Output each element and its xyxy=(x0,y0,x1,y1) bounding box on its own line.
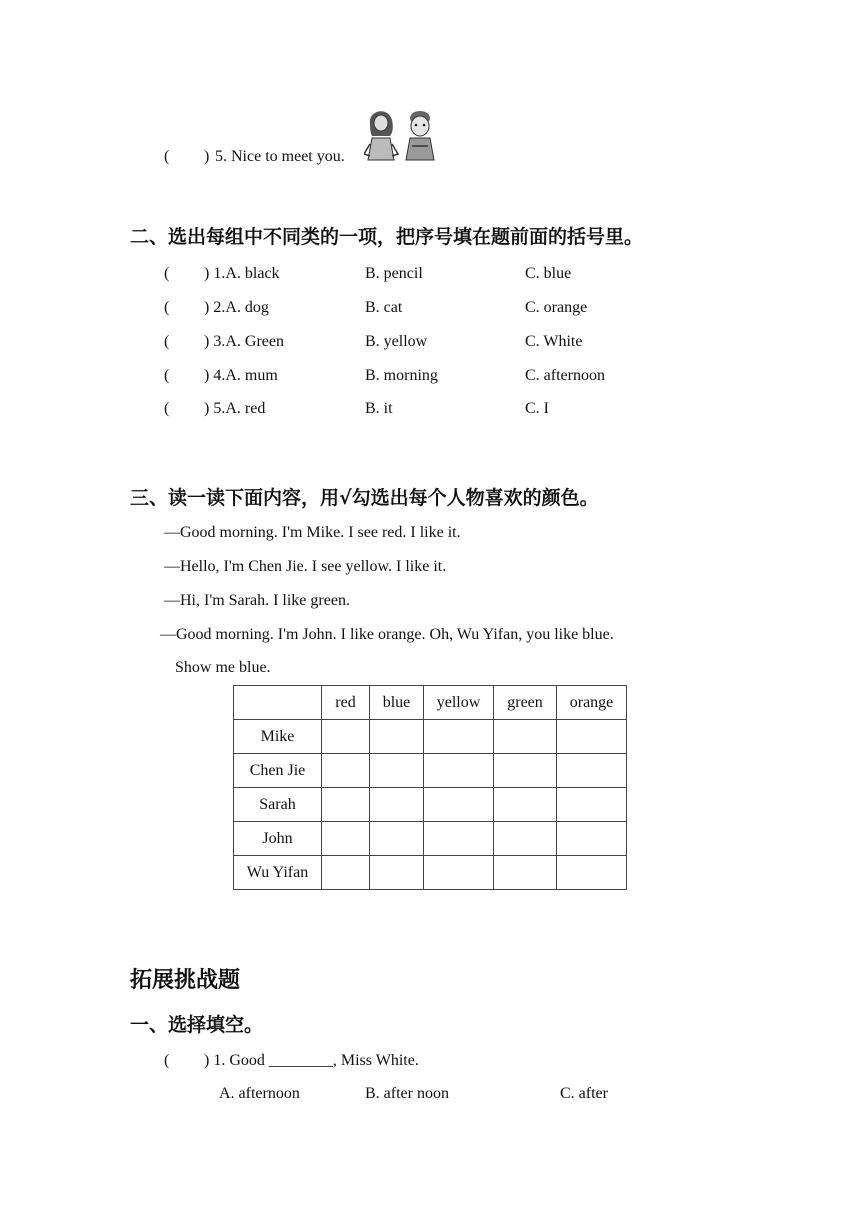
table-row xyxy=(234,822,627,856)
section-heading: 二、选出每组中不同类的一项，把序号填在题前面的括号里。 xyxy=(130,226,644,248)
option-a: A. afternoon xyxy=(219,1085,300,1102)
check-cell[interactable] xyxy=(322,856,370,890)
option-c: C. after xyxy=(560,1085,608,1102)
item-option-c: C. White xyxy=(525,333,583,350)
item-option-b: B. it xyxy=(365,400,393,417)
check-cell[interactable] xyxy=(322,720,370,754)
check-cell[interactable] xyxy=(557,720,627,754)
option-b: B. after noon xyxy=(365,1085,449,1102)
dialogue-line: —Good morning. I'm John. I like orange. Oh, Wu Yifan, you like blue. xyxy=(160,626,614,643)
check-cell[interactable] xyxy=(494,856,557,890)
dialogue-line: Show me blue. xyxy=(175,659,271,676)
check-cell[interactable] xyxy=(424,822,494,856)
row-name: Chen Jie xyxy=(234,754,322,788)
answer-paren: ( xyxy=(164,1052,170,1069)
answer-paren-close: ) xyxy=(204,148,210,165)
color-preference-table xyxy=(233,685,627,890)
check-cell[interactable] xyxy=(494,754,557,788)
dialogue-line: —Good morning. I'm Mike. I see red. I like it. xyxy=(164,524,461,541)
people-illustration xyxy=(364,104,442,162)
table-header-cell xyxy=(234,686,322,720)
check-cell[interactable] xyxy=(370,788,424,822)
check-cell[interactable] xyxy=(424,754,494,788)
item-option-b: B. cat xyxy=(365,299,403,316)
check-cell[interactable] xyxy=(494,720,557,754)
item-option-b: B. pencil xyxy=(365,265,423,282)
check-cell[interactable] xyxy=(370,754,424,788)
item-option-a: ) 2.A. dog xyxy=(204,299,269,316)
question-text: ) 1. Good ________, Miss White. xyxy=(204,1052,419,1069)
table-header-cell: yellow xyxy=(424,686,494,720)
check-cell[interactable] xyxy=(370,822,424,856)
item-option-a: ) 4.A. mum xyxy=(204,367,278,384)
check-cell[interactable] xyxy=(424,720,494,754)
question-text: 5. Nice to meet you. xyxy=(215,148,345,165)
answer-paren: ( xyxy=(164,367,170,384)
dialogue-line: —Hello, I'm Chen Jie. I see yellow. I like it. xyxy=(164,558,447,575)
table-header-cell: orange xyxy=(557,686,627,720)
answer-paren: ( xyxy=(164,333,170,350)
check-cell[interactable] xyxy=(557,856,627,890)
table-row xyxy=(234,754,627,788)
section-heading: 三、读一读下面内容，用√勾选出每个人物喜欢的颜色。 xyxy=(130,487,599,509)
item-option-a: ) 5.A. red xyxy=(204,400,266,417)
answer-paren: ( xyxy=(164,400,170,417)
item-option-c: C. I xyxy=(525,400,549,417)
table-row xyxy=(234,720,627,754)
answer-paren: ( xyxy=(164,299,170,316)
row-name: Sarah xyxy=(234,788,322,822)
extension-title: 拓展挑战题 xyxy=(130,968,241,993)
check-cell[interactable] xyxy=(322,788,370,822)
answer-paren: ( xyxy=(164,148,170,165)
row-name: Mike xyxy=(234,720,322,754)
answer-paren: ( xyxy=(164,265,170,282)
table-row xyxy=(234,788,627,822)
item-option-a: ) 3.A. Green xyxy=(204,333,284,350)
check-cell[interactable] xyxy=(494,788,557,822)
check-cell[interactable] xyxy=(494,822,557,856)
check-cell[interactable] xyxy=(424,788,494,822)
table-header-row xyxy=(234,686,627,720)
check-cell[interactable] xyxy=(557,754,627,788)
check-cell[interactable] xyxy=(557,822,627,856)
check-cell[interactable] xyxy=(424,856,494,890)
item-option-c: C. blue xyxy=(525,265,572,282)
table-row xyxy=(234,856,627,890)
table-header-cell: red xyxy=(322,686,370,720)
item-option-b: B. yellow xyxy=(365,333,428,350)
row-name: Wu Yifan xyxy=(234,856,322,890)
item-option-b: B. morning xyxy=(365,367,438,384)
row-name: John xyxy=(234,822,322,856)
item-option-a: ) 1.A. black xyxy=(204,265,280,282)
check-cell[interactable] xyxy=(322,822,370,856)
section-heading: 一、选择填空。 xyxy=(130,1014,264,1036)
check-cell[interactable] xyxy=(370,856,424,890)
check-cell[interactable] xyxy=(370,720,424,754)
dialogue-line: —Hi, I'm Sarah. I like green. xyxy=(164,592,350,609)
item-option-c: C. orange xyxy=(525,299,588,316)
check-cell[interactable] xyxy=(557,788,627,822)
item-option-c: C. afternoon xyxy=(525,367,605,384)
table-header-cell: blue xyxy=(370,686,424,720)
table-header-cell: green xyxy=(494,686,557,720)
check-cell[interactable] xyxy=(322,754,370,788)
